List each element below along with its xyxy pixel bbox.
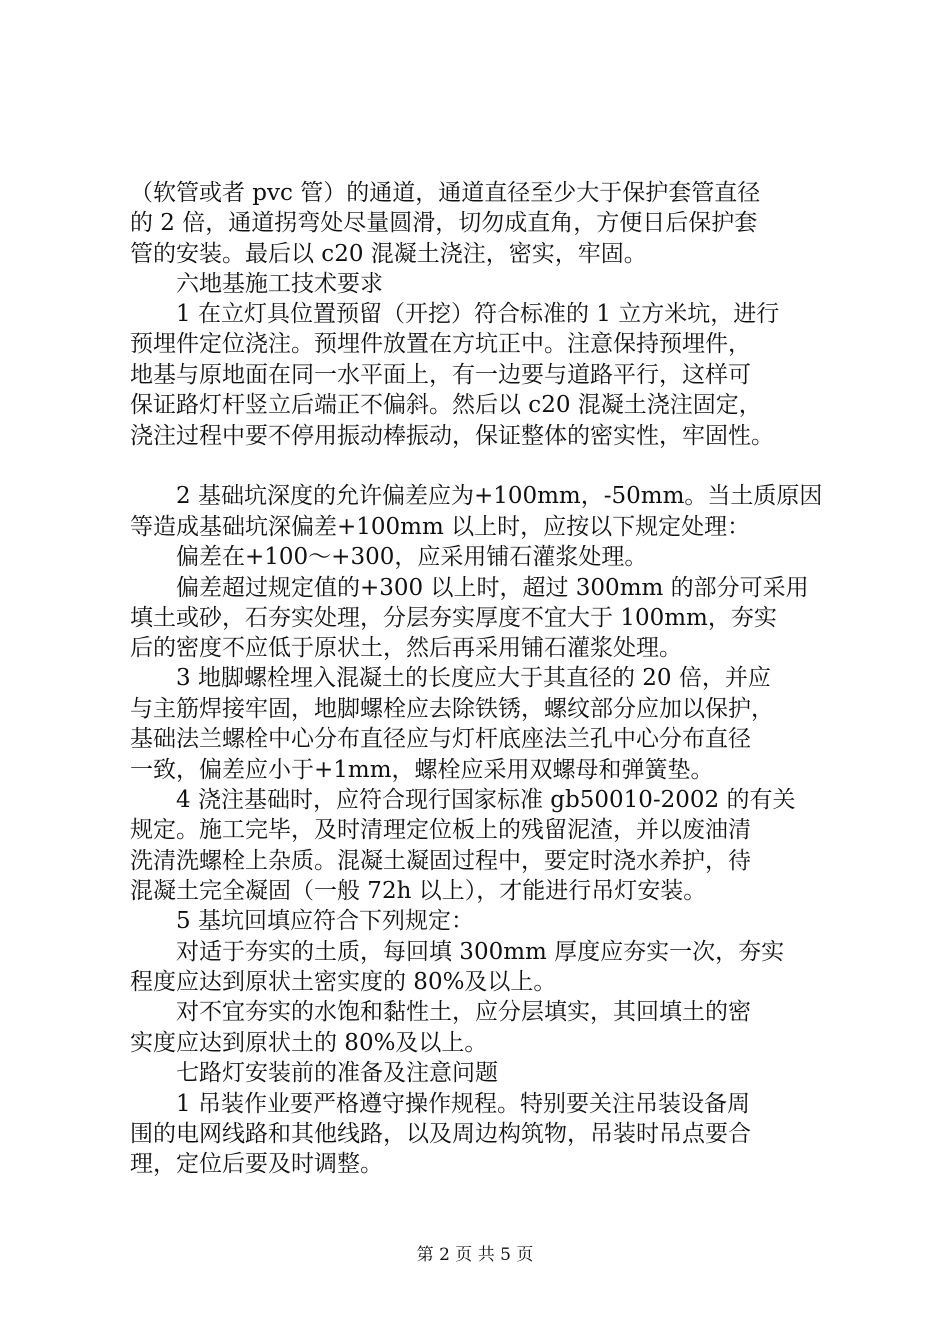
- section-heading: 六地基施工技术要求: [176, 271, 383, 297]
- text-line: 对不宜夯实的水饱和黏性土，应分层填实，其回填土的密: [176, 999, 751, 1025]
- text-line: 后的密度不应低于原状土，然后再采用铺石灌浆处理。: [130, 635, 682, 661]
- text-line: 3 地脚螺栓埋入混凝土的长度应大于其直径的 20 倍，并应: [176, 665, 771, 691]
- text-line: 程度应达到原状土密实度的 80%及以上。: [130, 969, 557, 995]
- text-line: 浇注过程中要不停用振动棒振动，保证整体的密实性，牢固性。: [130, 423, 774, 449]
- text-line: 1 在立灯具位置预留（开挖）符合标准的 1 立方米坑，进行: [176, 301, 780, 327]
- text-line: 2 基础坑深度的允许偏差应为+100mm，-50mm。当土质原因: [176, 483, 823, 509]
- text-line: 洗清洗螺栓上杂质。混凝土凝固过程中，要定时浇水养护，待: [130, 848, 751, 874]
- text-line: 与主筋焊接牢固，地脚螺栓应去除铁锈，螺纹部分应加以保护，: [130, 696, 774, 722]
- text-line: 管的安装。最后以 c20 混凝土浇注，密实，牢固。: [130, 241, 647, 267]
- text-line: 等造成基础坑深偏差+100mm 以上时，应按以下规定处理：: [130, 514, 751, 540]
- text-line: 1 吊装作业要严格遵守操作规程。特别要关注吊装设备周: [176, 1091, 750, 1117]
- text-line: 5 基坑回填应符合下列规定：: [176, 908, 474, 934]
- section-heading: 七路灯安装前的准备及注意问题: [176, 1060, 498, 1086]
- text-line: 围的电网线路和其他线路，以及周边构筑物，吊装时吊点要合: [130, 1121, 751, 1147]
- text-line: 4 浇注基础时，应符合现行国家标准 gb50010-2002 的有关: [176, 787, 796, 813]
- text-line: 理，定位后要及时调整。: [130, 1151, 383, 1177]
- text-line: 基础法兰螺栓中心分布直径应与灯杆底座法兰孔中心分布直径: [130, 726, 751, 752]
- text-line: 偏差超过规定值的+300 以上时，超过 300mm 的部分可采用: [176, 575, 809, 601]
- text-line: 地基与原地面在同一水平面上，有一边要与道路平行，这样可: [130, 362, 751, 388]
- text-line: 保证路灯杆竖立后端正不偏斜。然后以 c20 混凝土浇注固定，: [130, 392, 762, 418]
- text-line: 一致，偏差应小于+1mm，螺栓应采用双螺母和弹簧垫。: [130, 757, 714, 783]
- text-line: 的 2 倍，通道拐弯处尽量圆滑，切勿成直角，方便日后保护套: [130, 210, 758, 236]
- text-line: （软管或者 pvc 管）的通道，通道直径至少大于保护套管直径: [130, 180, 761, 206]
- text-line: 预埋件定位浇注。预埋件放置在方坑正中。注意保持预埋件，: [130, 331, 751, 357]
- text-line: 混凝土完全凝固（一般 72h 以上），才能进行吊灯安装。: [130, 878, 707, 904]
- page-number-footer: 第 2 页 共 5 页: [416, 1245, 534, 1265]
- text-line: 偏差在+100～+300，应采用铺石灌浆处理。: [176, 544, 648, 570]
- text-line: 对适于夯实的土质，每回填 300mm 厚度应夯实一次，夯实: [176, 939, 785, 965]
- text-line: 填土或砂，石夯实处理，分层夯实厚度不宜大于 100mm，夯实: [130, 605, 777, 631]
- text-line: 规定。施工完毕，及时清理定位板上的残留泥渣，并以废油清: [130, 817, 751, 843]
- text-line: 实度应达到原状土的 80%及以上。: [130, 1030, 488, 1056]
